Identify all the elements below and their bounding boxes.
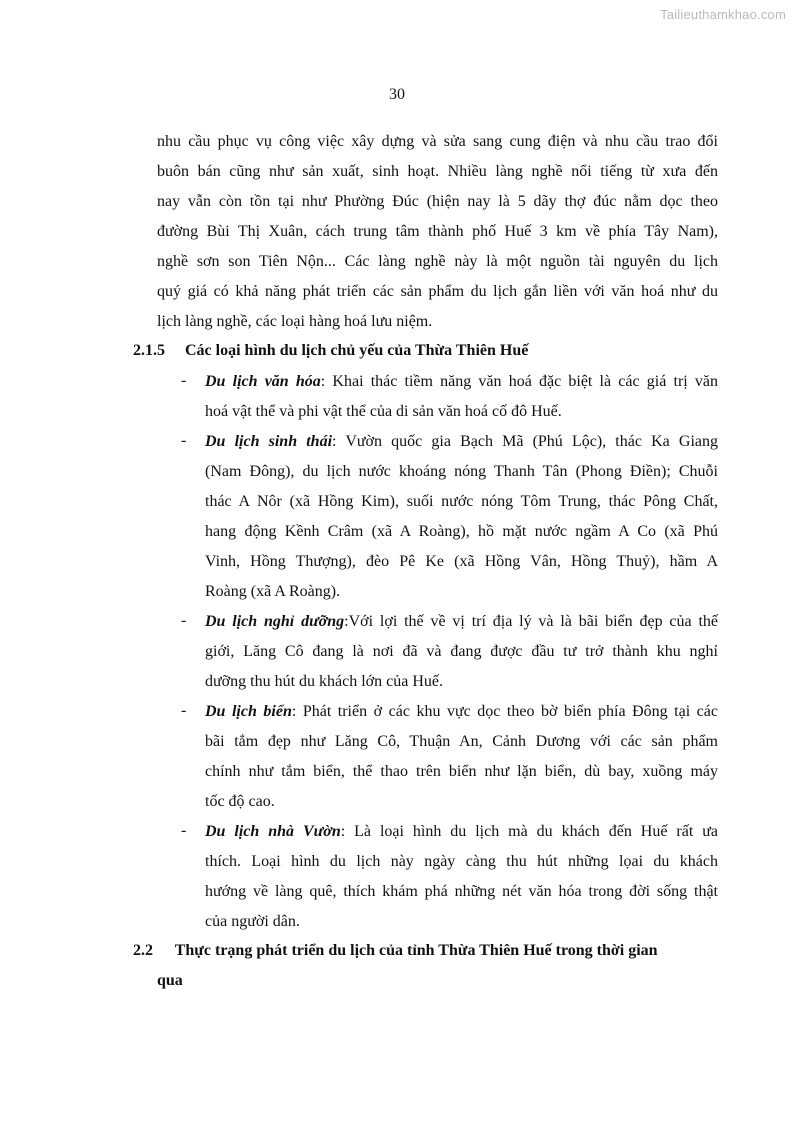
watermark: Tailieuthamkhao.com (660, 7, 786, 22)
bullet-line: (Nam Đông), du lịch nước khoáng nóng Thanh Tân (Phong Điền); Chuỗi (205, 463, 718, 480)
bullet-text: : Khai thác tiềm năng văn hoá đặc biệt là các giá trị văn (320, 373, 718, 390)
bullet-text: : Phát triển ở các khu vực dọc theo bờ biển phía Đông tại các (291, 703, 718, 720)
section-title: Thực trạng phát triển du lịch của tỉnh Thừa Thiên Huế trong thời gian (174, 942, 658, 959)
section-number: 2.1.5 (133, 342, 165, 359)
bullet-text: :Với lợi thế về vị trí địa lý và là bãi biển đẹp của thế (344, 613, 719, 630)
bullet-line: hang động Kềnh Crâm (xã A Roàng), hồ mặt nước ngầm A Co (xã Phú (205, 523, 718, 540)
bullet-term: Du lịch nhà Vườn (205, 823, 341, 840)
bullet-line: bãi tắm đẹp như Lăng Cô, Thuận An, Cảnh Dương với các sản phẩm (205, 733, 718, 750)
bullet-text: : Là loại hình du lịch mà du khách đến Huế rất ưa (340, 823, 719, 840)
bullet-dash: - (181, 372, 187, 389)
bullet-term: Du lịch văn hóa (205, 373, 321, 390)
bullet-text: : Vườn quốc gia Bạch Mã (Phú Lộc), thác Ka Giang (332, 433, 718, 450)
bullet-dash: - (181, 612, 187, 629)
bullet-dash: - (181, 822, 187, 839)
section-number: 2.2 (133, 942, 153, 959)
bullet-term: Du lịch sinh thái (205, 433, 333, 450)
intro-line: nghề sơn son Tiên Nộn... Các làng nghề này là một nguồn tài nguyên du lịch (157, 253, 718, 270)
bullet-dash: - (181, 432, 187, 449)
bullet-term: Du lịch nghỉ dưỡng (205, 613, 345, 630)
intro-line: nhu cầu phục vụ công việc xây dựng và sửa sang cung điện và nhu cầu trao đổi (157, 133, 718, 150)
bullet-term: Du lịch biển (205, 703, 292, 720)
section-heading-2-2 (133, 942, 658, 960)
bullet-line: hướng về làng quê, thích khám phá những nét văn hóa trong đời sống thật (205, 883, 718, 900)
intro-line: buôn bán cũng như sản xuất, sinh hoạt. Nhiều làng nghề nổi tiếng từ xưa đến (157, 163, 718, 180)
section-title: Các loại hình du lịch chủ yếu của Thừa Thiên Huế (185, 342, 529, 359)
intro-line: nay vẫn còn tồn tại như Phường Đúc (hiện nay là 5 dãy thợ đúc nằm dọc theo (157, 193, 718, 210)
bullet-line: thác A Nôr (xã Hồng Kim), suối nước nóng Tôm Trung, thác Pông Chất, (205, 493, 718, 510)
bullet-dash: - (181, 702, 187, 719)
section-title-continued: qua (157, 972, 183, 989)
bullet-line: hoá vật thể và phi vật thể của di sản văn hoá cố đô Huế. (205, 403, 562, 420)
bullet-line: Roàng (xã A Roàng). (205, 583, 341, 600)
bullet-line: của người dân. (205, 913, 300, 930)
bullet-line: chính như tắm biển, thể thao trên biển như lặn biển, dù bay, xuồng máy (205, 763, 718, 780)
page-number: 30 (389, 86, 405, 103)
intro-line: đường Bùi Thị Xuân, cách trung tâm thành phố Huế 3 km về phía Tây Nam), (157, 223, 718, 240)
bullet-line: thích. Loại hình du lịch này ngày càng thu hút những lọai du khách (205, 853, 718, 870)
intro-line: quý giá có khả năng phát triển các sản phẩm du lịch gắn liền với văn hoá như du (157, 283, 718, 300)
bullet-line: giới, Lăng Cô đang là nơi đã và đang được đầu tư trở thành khu nghỉ (205, 643, 718, 660)
bullet-line: dưỡng thu hút du khách lớn của Huế. (205, 673, 443, 690)
bullet-line: tốc độ cao. (205, 793, 275, 810)
intro-line: lịch làng nghề, các loại hàng hoá lưu niệm. (157, 313, 433, 330)
bullet-line: Vinh, Hồng Thượng), đèo Pê Ke (xã Hồng Vân, Hồng Thuỷ), hầm A (205, 553, 718, 570)
section-heading-2-1-5 (133, 342, 528, 360)
